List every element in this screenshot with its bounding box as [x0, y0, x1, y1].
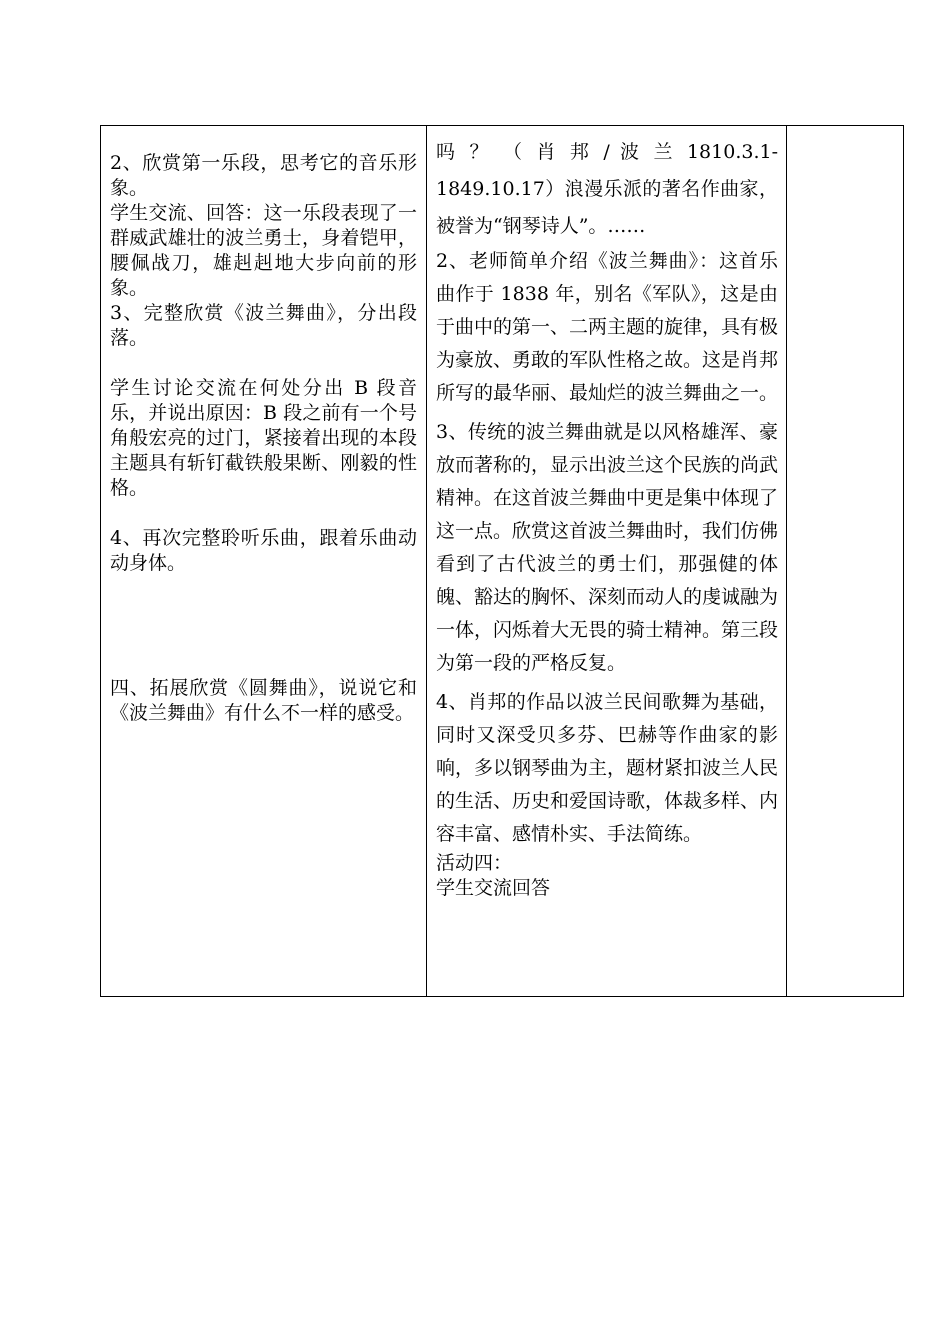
- paragraph-b-section-discussion: 学生讨论交流在何处分出 B 段音乐，并说出原因：B 段之前有一个号角般宏亮的过门，紧接着出现的本段主题具有斩钉截铁般果断、刚毅的性格。: [110, 377, 417, 499]
- paragraph-polonaise-intro: 2、老师简单介绍《波兰舞曲》：这首乐曲作于 1838 年，别名《军队》，这是由于曲中的第一、二两主题的旋律，具有极为豪放、勇敢的军队性格之故。这是肖邦所写的最华丽、最灿烂的波兰舞曲之一。: [436, 250, 779, 404]
- spacer: [110, 576, 417, 676]
- teacher-activity-cell: [427, 126, 787, 997]
- spacer: [110, 501, 417, 526]
- paragraph-traditional-polonaise: 3、传统的波兰舞曲就是以风格雄浑、豪放而著称的，显示出波兰这个民族的尚武精神。在这首波兰舞曲中更是集中体现了这一点。欣赏这首波兰舞曲时，我们仿佛看到了古代波兰的勇士们，那强健的体魄、豁达的胸怀、深刻而动人的虔诚融为一体，闪烁着大无畏的骑士精神。第三段为第一段的严格反复。: [436, 421, 779, 674]
- paragraph-chopin-intro: 吗 ？ （ 肖 邦 / 波 兰 1810.3.1-1849.10.17）浪漫乐派的著名作曲家，被誉为“钢琴诗人”。……: [436, 141, 778, 237]
- paragraph-appreciate-first-section: 2、欣赏第一乐段，思考它的音乐形象。: [110, 152, 417, 199]
- activity-four-heading: 活动四：: [436, 852, 513, 874]
- lesson-table: [100, 125, 904, 997]
- student-activity-cell: [101, 126, 427, 997]
- paragraph-full-appreciation: 3、完整欣赏《波兰舞曲》，分出段落。: [110, 302, 417, 349]
- notes-cell: [787, 126, 904, 997]
- paragraph-listen-again: 4、再次完整聆听乐曲，跟着乐曲动动身体。: [110, 527, 417, 574]
- paragraph-student-answer: 学生交流、回答：这一乐段表现了一群威武雄壮的波兰勇士，身着铠甲，腰佩战刀，雄赳赳地大步向前的形象。: [110, 202, 417, 299]
- paragraph-chopin-works: 4、肖邦的作品以波兰民间歌舞为基础，同时又深受贝多芬、巴赫等作曲家的影响，多以钢琴曲为主，题材紧扣波兰人民的生活、历史和爱国诗歌，体裁多样、内容丰富、感情朴实、手法简练。: [436, 691, 779, 845]
- spacer: [110, 351, 417, 376]
- table-row: [101, 126, 904, 997]
- paragraph-student-exchange: 学生交流回答: [436, 877, 551, 899]
- paragraph-extension-waltz: 四、拓展欣赏《圆舞曲》，说说它和《波兰舞曲》有什么不一样的感受。: [110, 677, 417, 724]
